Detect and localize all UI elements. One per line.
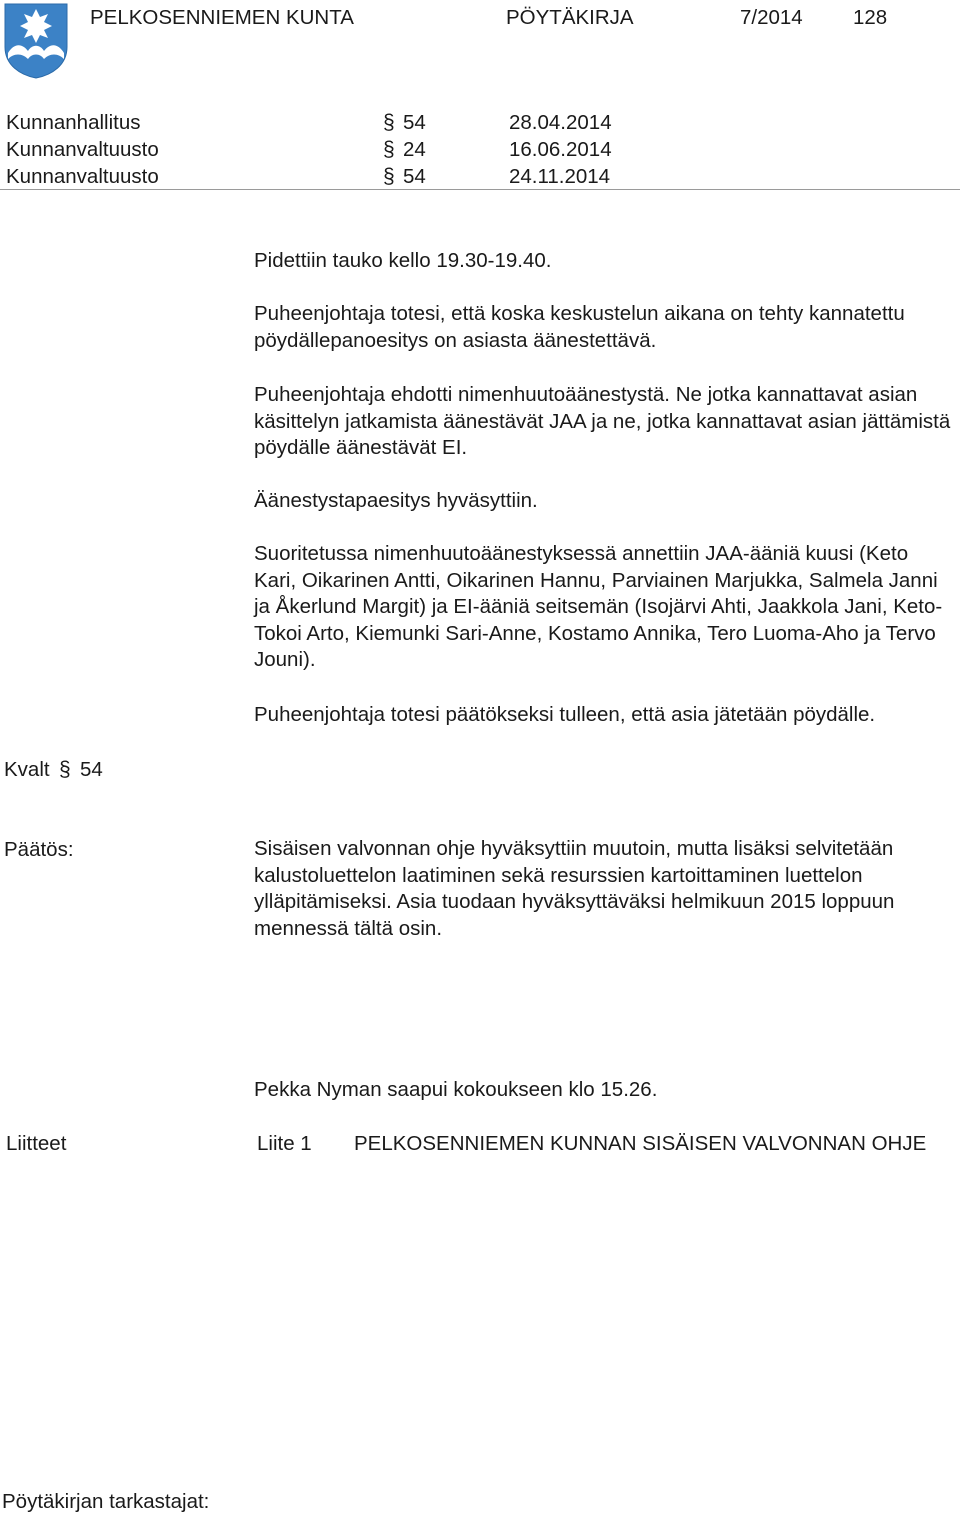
history-number: 54 [403, 111, 426, 134]
minutes-examiners-label: Pöytäkirjan tarkastajat: [2, 1490, 210, 1513]
paragraph-chair-conclusion: Puheenjohtaja totesi päätökseksi tulleen, että asia jätetään pöydälle. [254, 703, 876, 726]
history-date: 24.11.2014 [509, 165, 611, 188]
header-doc-type: PÖYTÄKIRJA [506, 6, 634, 29]
decision-label: Päätös: [4, 838, 74, 861]
history-date: 16.06.2014 [509, 138, 612, 161]
paragraph-chair-statement: Puheenjohtaja totesi, että koska keskustelun aikana on tehty kannatettu pöydällepanoesitys on asiasta äänestettävä. [254, 302, 905, 352]
attachment-number: Liite 1 [257, 1132, 312, 1155]
attachments-label: Liitteet [6, 1132, 67, 1155]
history-body: Kunnanvaltuusto [6, 138, 159, 161]
attachment-title: PELKOSENNIEMEN KUNNAN SISÄISEN VALVONNAN OHJE [354, 1132, 927, 1155]
section-sign: § [383, 138, 395, 161]
municipality-coat-of-arms [4, 3, 68, 79]
history-body: Kunnanvaltuusto [6, 165, 159, 188]
kvalt-label: Kvalt [4, 758, 50, 781]
paragraph-vote-result: Suoritetussa nimenhuutoäänestyksessä annettiin JAA-ääniä kuusi (Keto Kari, Oikarinen Antti, Oikarinen Hannu, Parviainen Marjukka, Salmela Janni ja Åkerlund Margit) ja EI-ääniä seitsemän (Isojärvi Ahti, Jaakkola Jani, Keto-Tokoi Arto, Kiemunki Sari-Anne, Kostamo Annika, Tero Luoma-Aho ja Tervo Jouni). [254, 542, 943, 672]
history-date: 28.04.2014 [509, 111, 612, 134]
header-page-number: 128 [853, 6, 888, 29]
arrival-note: Pekka Nyman saapui kokoukseen klo 15.26. [254, 1078, 658, 1101]
history-number: 24 [403, 138, 426, 161]
section-sign: § [383, 111, 395, 134]
header-issue: 7/2014 [740, 6, 803, 29]
kvalt-number: 54 [80, 758, 103, 781]
section-sign: § [383, 165, 395, 188]
paragraph-vote-proposal: Puheenjohtaja ehdotti nimenhuutoäänestystä. Ne jotka kannattavat asian käsittelyn jatkamista äänestävät JAA ja ne, jotka kannattavat asian jättämistä pöydälle äänestävät EI. [254, 383, 951, 460]
history-number: 54 [403, 165, 426, 188]
section-sign: § [59, 758, 71, 781]
history-body: Kunnanhallitus [6, 111, 141, 134]
paragraph-break: Pidettiin tauko kello 19.30-19.40. [254, 249, 552, 272]
header-org: PELKOSENNIEMEN KUNTA [90, 6, 354, 29]
history-divider [0, 189, 960, 190]
decision-text: Sisäisen valvonnan ohje hyväksyttiin muutoin, mutta lisäksi selvitetään kalustoluettelon laatiminen sekä resurssien kartoittaminen luettelon ylläpitämiseksi. Asia tuodaan hyväksyttäväksi helmikuun 2015 loppuun mennessä tältä osin. [254, 837, 895, 940]
paragraph-vote-method: Äänestystapaesitys hyväsyttiin. [254, 489, 538, 512]
